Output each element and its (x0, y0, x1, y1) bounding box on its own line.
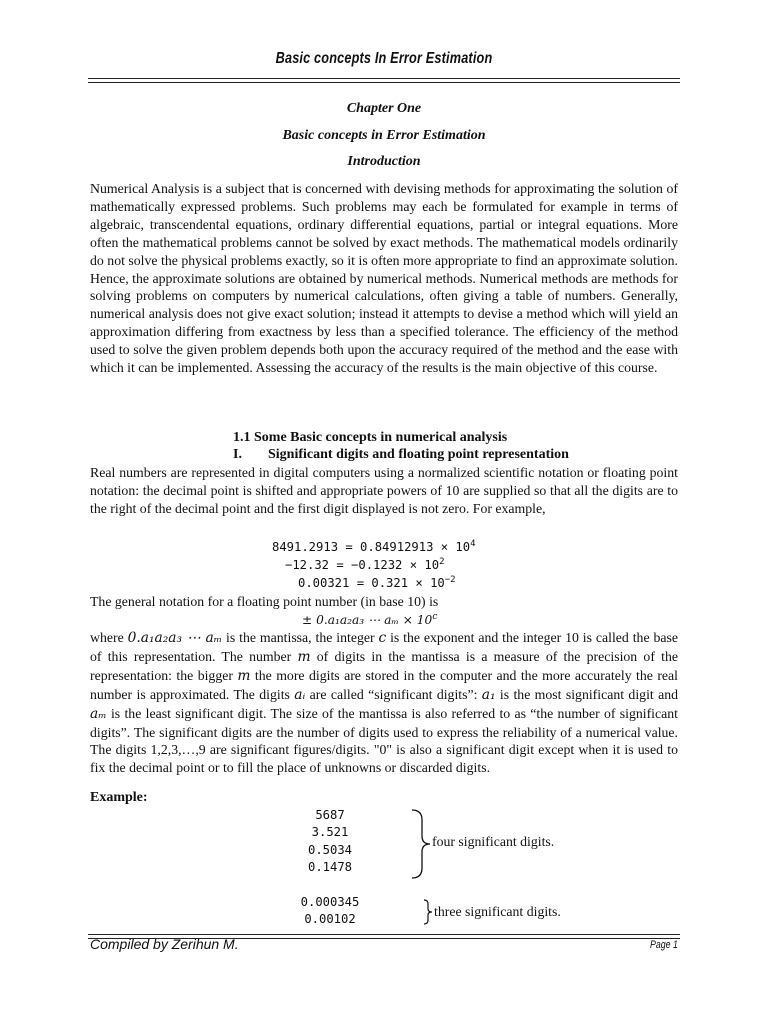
example-number: 0.000345 (300, 895, 360, 909)
floating-point-paragraph: Real numbers are represented in digital computers using a normalized scientific notation or floating point notation: the decimal point is shifted and appropriate powers of 10 are supplied so that all the digits are to the right of the decimal point and the first digit displayed is not zero. For example, (90, 465, 678, 516)
example-number: 5687 (315, 808, 345, 822)
page-header-title: Basic concepts In Error Estimation (275, 50, 493, 67)
example-number: 0.5034 (307, 842, 353, 857)
mantissa-paragraph: where 0.a₁a₂a₃ ⋯ aₘ is the mantissa, the integer c is the exponent and the integer 10 is called the base of this representation. The number m of digits in the mantissa is a measure of the precision of the representation: the bigger m the more digits are stored in the computer and the more accurately the real number is approximated. The digits aᵢ are called “significant digits”: a₁ is the most significant digit and aₘ is the least significant digit. The size of the mantissa is also referred to as “the number of significant digits”. The significant digits are the number of digits used to express the reliability of a numerical value. The digits 1,2,3,…,9 are significant figures/digits. "0" is also a significant digit except when it is used to fix the decimal point or to fill the place of unknowns or discarded digits. (90, 630, 679, 776)
subsection-number: I. (233, 447, 242, 462)
footer-author: Compiled by Zerihun M. (90, 936, 239, 952)
section-heading: 1.1 Some Basic concepts in numerical analysis (233, 430, 508, 445)
general-notation-line: The general notation for a floating point number (in base 10) is (90, 594, 439, 609)
right-brace-small-icon (422, 899, 434, 925)
intro-paragraph: Numerical Analysis is a subject that is concerned with devising methods for approximating the solution of mathematically expressed problems. Such problems may each be formulated for example in terms of algebraic, transcendental equations, ordinary differential equations, partial or integral equations. More often the mathematical problems cannot be solved by exact methods. The mathematical models ordinarily do not solve the physical problems exactly, so it is often more appropriate to find an approximate solution. Hence, the approximate solutions are obtained by numerical methods. Numerical methods are methods for solving problems on computers by numerical calculations, often giving a table of numbers. Generally, numerical analysis does not give exact solution; instead it attempts to devise a method which will yield an approximation differing from exactness by less than a specified tolerance. The efficiency of the method used to solve the given problem depends both upon the accuracy required of the method and the ease with which it can be implemented. Assessing the accuracy of the results is the main objective of this course. (90, 181, 678, 376)
footer-page-number: Page 1 (650, 939, 678, 951)
subsection-title: Significant digits and floating point representation (268, 447, 569, 462)
example-number: 0.00102 (304, 912, 356, 927)
example-label: Example: (90, 790, 148, 805)
general-formula: ± 0.a₁a₂a₃ ⋯ $a_m \times 10^c$ (302, 612, 438, 628)
equation-2: $-12.32 = -0.1232 \times 10^2$ (285, 557, 445, 573)
three-digits-label: three significant digits. (434, 904, 561, 919)
equation-1: $8491.2913 = 0.84912913 \times 10^4$ (272, 539, 476, 555)
chapter-heading: Chapter One (346, 101, 422, 116)
example-number: 3.521 (311, 825, 349, 840)
four-digits-label: four significant digits. (432, 834, 555, 849)
equation-3: $0.00321 = 0.321 \times 10^{-2}$ (298, 575, 456, 591)
example-group-four-digits (300, 807, 360, 877)
example-group-three-digits (296, 894, 364, 929)
header-rule (88, 78, 680, 83)
chapter-subtitle: Basic concepts in Error Estimation (282, 128, 486, 143)
example-number: 0.1478 (307, 860, 353, 875)
right-brace-icon (410, 808, 434, 880)
introduction-heading: Introduction (347, 154, 421, 169)
